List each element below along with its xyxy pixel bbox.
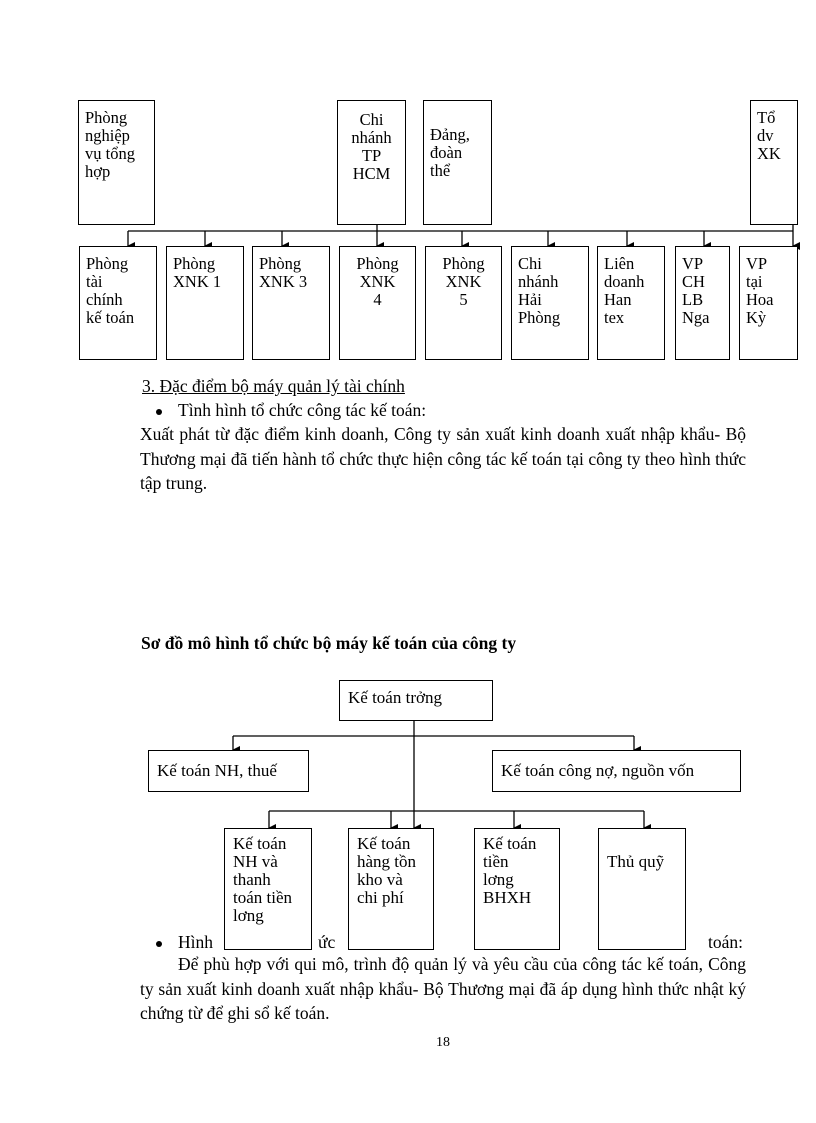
org-box-phong-xnk5: Phòng XNK 5 bbox=[425, 246, 502, 360]
org-box-ke-toan-nh-thue: Kế toán NH, thuế bbox=[148, 750, 309, 792]
bullet2-end: toán: bbox=[708, 932, 743, 952]
bullet-item-hinh-thuc bbox=[156, 930, 213, 954]
paragraph-nhat-ky-chung-tu: Để phù hợp với qui mô, trình độ quản lý và yêu cầu của công tác kế toán, Công ty sản xuất kinh doanh xuất nhập khẩu- Bộ Thương mại đã áp dụng hình thức nhật ký chứng từ để ghi sổ kế toán. bbox=[140, 954, 746, 1023]
org-box-phong-xnk1: Phòng XNK 1 bbox=[166, 246, 244, 360]
org-box-phong-xnk3: Phòng XNK 3 bbox=[252, 246, 330, 360]
org-box-ke-toan-truong: Kế toán trởng bbox=[339, 680, 493, 721]
bullet-text: Tình hình tổ chức công tác kế toán: bbox=[178, 400, 427, 420]
bullet2-fragment: ức bbox=[318, 932, 336, 952]
org-box-thu-quy: Thủ quỹ bbox=[598, 828, 686, 950]
bullet2-start: Hình bbox=[178, 932, 213, 952]
org-box-vp-ch-lb-nga: VP CH LB Nga bbox=[675, 246, 730, 360]
org-box-ke-toan-hang-ton-kho: Kế toán hàng tồn kho và chi phí bbox=[348, 828, 434, 950]
org-box-phong-tai-chinh: Phòng tài chính kế toán bbox=[79, 246, 157, 360]
chart-title: Sơ đồ mô hình tổ chức bộ máy kế toán của công ty bbox=[141, 633, 517, 653]
org-box-phong-nghiep-vu: Phòng nghiệp vụ tổng hợp bbox=[78, 100, 155, 225]
org-box-chi-nhanh-hai-phong: Chi nhánh Hải Phòng bbox=[511, 246, 589, 360]
section-heading: 3. Đặc điểm bộ máy quản lý tài chính bbox=[142, 376, 405, 396]
page-number: 18 bbox=[436, 1035, 450, 1050]
org-box-phong-xnk4: Phòng XNK 4 bbox=[339, 246, 416, 360]
bullet-icon bbox=[156, 941, 162, 947]
org-box-dang-doan: Đảng, đoàn thể bbox=[423, 100, 492, 225]
paragraph-tap-trung: Xuất phát từ đặc điểm kinh doanh, Công ty sản xuất kinh doanh xuất nhập khẩu- Bộ Thương mại đã tiến hành tổ chức thực hiện công tác kế toán tại công ty theo hình thức tập trung. bbox=[140, 424, 746, 493]
org-box-ke-toan-cong-no: Kế toán công nợ, nguồn vốn bbox=[492, 750, 741, 792]
org-box-ke-toan-tien-luong: Kế toán tiền lơng BHXH bbox=[474, 828, 560, 950]
bullet-icon bbox=[156, 409, 162, 415]
org-box-lien-doanh-hantex: Liên doanh Han tex bbox=[597, 246, 665, 360]
org-box-to-dv-xk: Tổ dv XK bbox=[750, 100, 798, 225]
org-box-vp-hoa-ky: VP tại Hoa Kỳ bbox=[739, 246, 798, 360]
org-box-chi-nhanh-hcm: Chi nhánh TP HCM bbox=[337, 100, 406, 225]
org-box-ke-toan-nh-thanh-toan: Kế toán NH và thanh toán tiền lơng bbox=[224, 828, 312, 950]
bullet-item-to-chuc bbox=[156, 398, 426, 422]
